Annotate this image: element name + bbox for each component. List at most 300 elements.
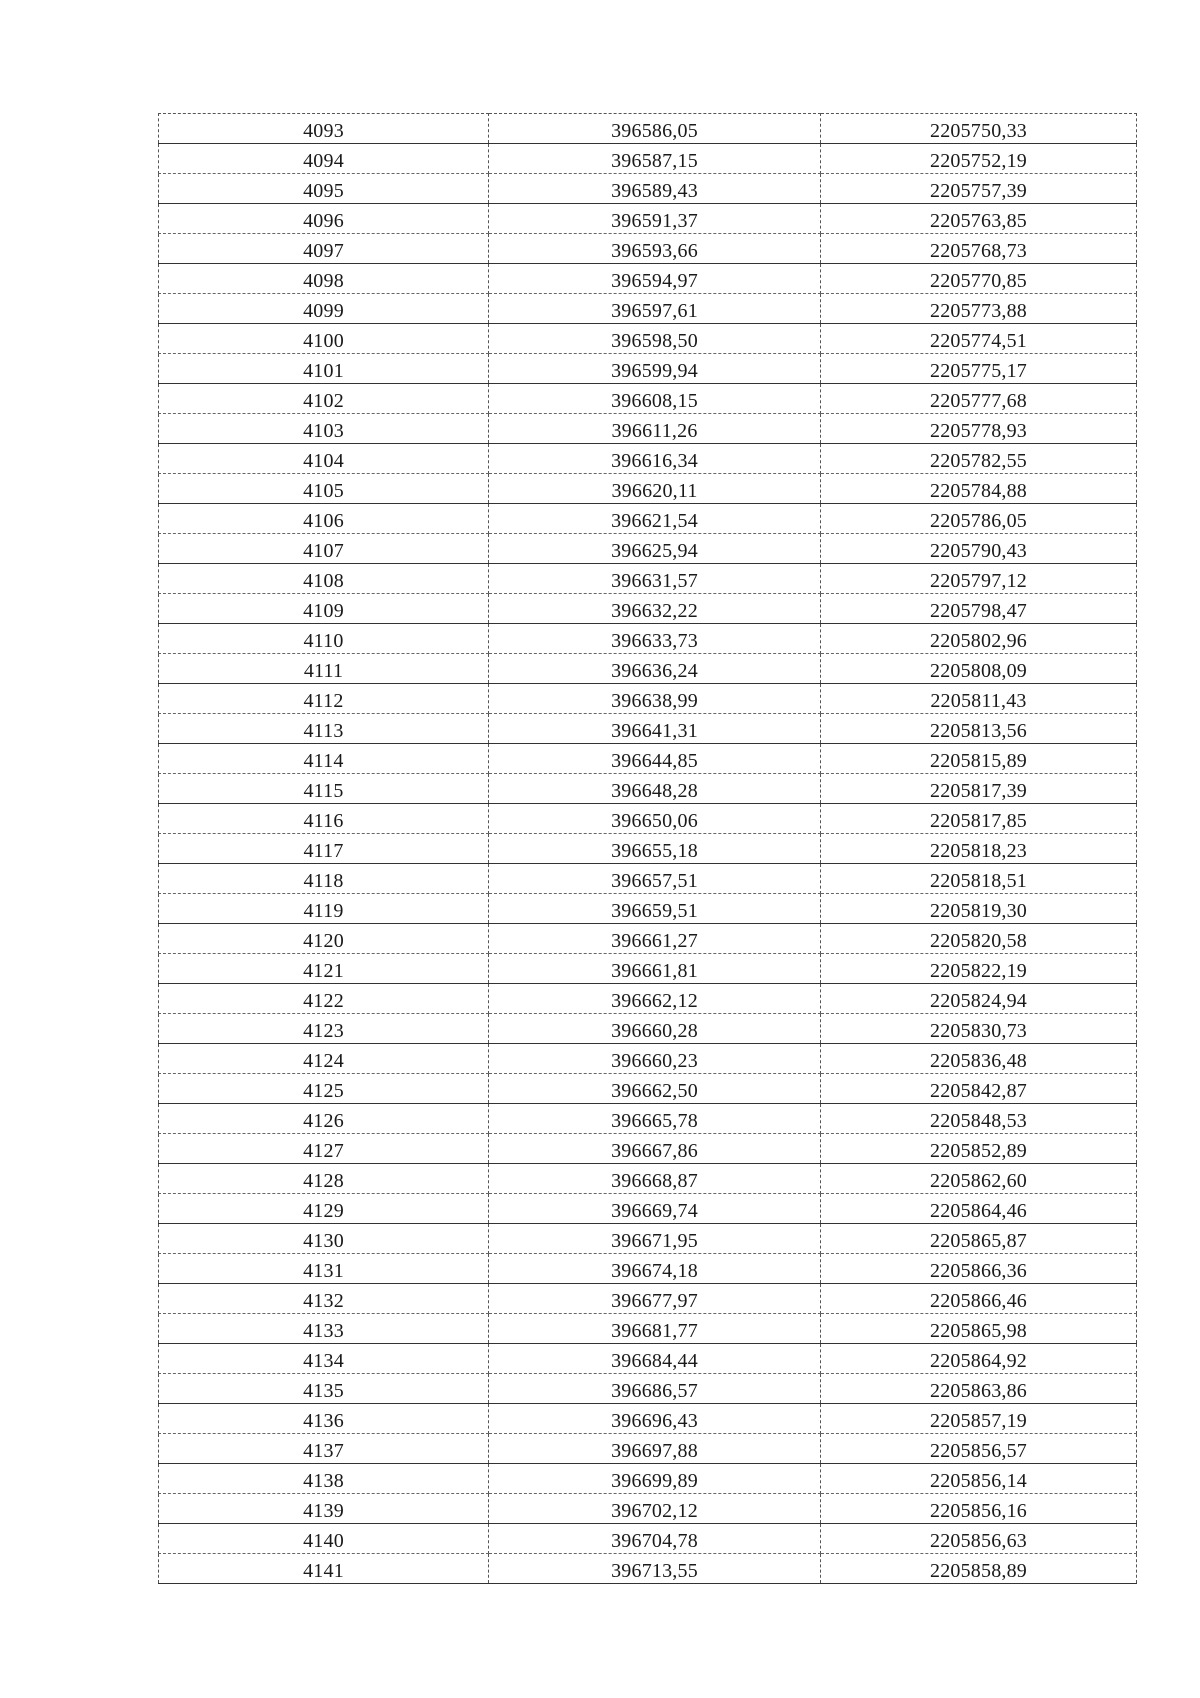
x-coordinate-cell: [489, 114, 821, 144]
cell-value: 4101: [303, 360, 344, 382]
point-number-cell: [159, 1464, 489, 1494]
table-row: [159, 1404, 1137, 1434]
cell-value: 2205848,53: [930, 1110, 1027, 1132]
cell-value: 2205866,46: [930, 1290, 1027, 1312]
cell-value: 2205784,88: [930, 480, 1027, 502]
x-coordinate-cell: [489, 234, 821, 264]
cell-value: 396667,86: [611, 1140, 698, 1162]
y-coordinate-cell: [821, 1134, 1137, 1164]
x-coordinate-cell: [489, 384, 821, 414]
table-row: [159, 564, 1137, 594]
cell-value: 2205856,63: [930, 1530, 1027, 1552]
cell-value: 4140: [303, 1530, 344, 1552]
cell-value: 396633,73: [611, 630, 698, 652]
cell-value: 396671,95: [611, 1230, 698, 1252]
table-row: [159, 1224, 1137, 1254]
cell-value: 2205775,17: [930, 360, 1027, 382]
point-number-cell: [159, 144, 489, 174]
x-coordinate-cell: [489, 1104, 821, 1134]
cell-value: 2205824,94: [930, 990, 1027, 1012]
cell-value: 4108: [303, 570, 344, 592]
cell-value: 396684,44: [611, 1350, 698, 1372]
y-coordinate-cell: [821, 954, 1137, 984]
x-coordinate-cell: [489, 1014, 821, 1044]
y-coordinate-cell: [821, 144, 1137, 174]
cell-value: 2205862,60: [930, 1170, 1027, 1192]
x-coordinate-cell: [489, 1524, 821, 1554]
cell-value: 2205866,36: [930, 1260, 1027, 1282]
table-row: [159, 1134, 1137, 1164]
cell-value: 4133: [303, 1320, 344, 1342]
cell-value: 396648,28: [611, 780, 698, 802]
table-row: [159, 804, 1137, 834]
cell-value: 2205858,89: [930, 1560, 1027, 1582]
cell-value: 396625,94: [611, 540, 698, 562]
table-row: [159, 744, 1137, 774]
cell-value: 4132: [303, 1290, 344, 1312]
y-coordinate-cell: [821, 204, 1137, 234]
y-coordinate-cell: [821, 714, 1137, 744]
cell-value: 4137: [303, 1440, 344, 1462]
x-coordinate-cell: [489, 624, 821, 654]
table-row: [159, 1284, 1137, 1314]
point-number-cell: [159, 444, 489, 474]
y-coordinate-cell: [821, 234, 1137, 264]
point-number-cell: [159, 264, 489, 294]
x-coordinate-cell: [489, 1344, 821, 1374]
x-coordinate-cell: [489, 1224, 821, 1254]
cell-value: 396702,12: [611, 1500, 698, 1522]
cell-value: 2205808,09: [930, 660, 1027, 682]
point-number-cell: [159, 804, 489, 834]
y-coordinate-cell: [821, 414, 1137, 444]
point-number-cell: [159, 1524, 489, 1554]
x-coordinate-cell: [489, 324, 821, 354]
cell-value: 4115: [303, 780, 344, 802]
cell-value: 2205820,58: [930, 930, 1027, 952]
cell-value: 4100: [303, 330, 344, 352]
x-coordinate-cell: [489, 774, 821, 804]
cell-value: 396587,15: [611, 150, 698, 172]
cell-value: 2205815,89: [930, 750, 1027, 772]
x-coordinate-cell: [489, 684, 821, 714]
cell-value: 4128: [303, 1170, 344, 1192]
x-coordinate-cell: [489, 1374, 821, 1404]
x-coordinate-cell: [489, 744, 821, 774]
cell-value: 2205802,96: [930, 630, 1027, 652]
cell-value: 2205778,93: [930, 420, 1027, 442]
table-row: [159, 834, 1137, 864]
table-row: [159, 1104, 1137, 1134]
y-coordinate-cell: [821, 1044, 1137, 1074]
cell-value: 2205864,46: [930, 1200, 1027, 1222]
cell-value: 396593,66: [611, 240, 698, 262]
cell-value: 396713,55: [611, 1560, 698, 1582]
cell-value: 4123: [303, 1020, 344, 1042]
point-number-cell: [159, 1254, 489, 1284]
cell-value: 396686,57: [611, 1380, 698, 1402]
point-number-cell: [159, 984, 489, 1014]
cell-value: 2205786,05: [930, 510, 1027, 532]
point-number-cell: [159, 354, 489, 384]
cell-value: 4107: [303, 540, 344, 562]
point-number-cell: [159, 774, 489, 804]
y-coordinate-cell: [821, 864, 1137, 894]
y-coordinate-cell: [821, 564, 1137, 594]
y-coordinate-cell: [821, 1164, 1137, 1194]
x-coordinate-cell: [489, 294, 821, 324]
cell-value: 396611,26: [611, 420, 698, 442]
cell-value: 396661,81: [611, 960, 698, 982]
cell-value: 4125: [303, 1080, 344, 1102]
cell-value: 4134: [303, 1350, 344, 1372]
y-coordinate-cell: [821, 1194, 1137, 1224]
x-coordinate-cell: [489, 924, 821, 954]
y-coordinate-cell: [821, 1074, 1137, 1104]
table-row: [159, 1554, 1137, 1584]
x-coordinate-cell: [489, 894, 821, 924]
table-row: [159, 624, 1137, 654]
point-number-cell: [159, 834, 489, 864]
x-coordinate-cell: [489, 1284, 821, 1314]
cell-value: 2205773,88: [930, 300, 1027, 322]
cell-value: 396638,99: [611, 690, 698, 712]
table-row: [159, 984, 1137, 1014]
point-number-cell: [159, 1314, 489, 1344]
y-coordinate-cell: [821, 1404, 1137, 1434]
y-coordinate-cell: [821, 1284, 1137, 1314]
y-coordinate-cell: [821, 264, 1137, 294]
point-number-cell: [159, 564, 489, 594]
cell-value: 2205819,30: [930, 900, 1027, 922]
x-coordinate-cell: [489, 534, 821, 564]
cell-value: 4104: [303, 450, 344, 472]
table-row: [159, 474, 1137, 504]
cell-value: 4121: [303, 960, 344, 982]
cell-value: 4122: [303, 990, 344, 1012]
cell-value: 396674,18: [611, 1260, 698, 1282]
cell-value: 2205818,51: [930, 870, 1027, 892]
point-number-cell: [159, 474, 489, 504]
point-number-cell: [159, 504, 489, 534]
y-coordinate-cell: [821, 174, 1137, 204]
table-row: [159, 1074, 1137, 1104]
x-coordinate-cell: [489, 1464, 821, 1494]
cell-value: 4103: [303, 420, 344, 442]
cell-value: 396696,43: [611, 1410, 698, 1432]
cell-value: 396669,74: [611, 1200, 698, 1222]
cell-value: 396631,57: [611, 570, 698, 592]
point-number-cell: [159, 1104, 489, 1134]
y-coordinate-cell: [821, 1554, 1137, 1584]
cell-value: 396699,89: [611, 1470, 698, 1492]
cell-value: 396621,54: [611, 510, 698, 532]
coordinates-table-body: [159, 114, 1137, 1584]
cell-value: 4106: [303, 510, 344, 532]
cell-value: 2205830,73: [930, 1020, 1027, 1042]
cell-value: 2205817,39: [930, 780, 1027, 802]
y-coordinate-cell: [821, 384, 1137, 414]
point-number-cell: [159, 864, 489, 894]
cell-value: 396597,61: [611, 300, 698, 322]
y-coordinate-cell: [821, 1224, 1137, 1254]
x-coordinate-cell: [489, 1134, 821, 1164]
table-row: [159, 1314, 1137, 1344]
table-row: [159, 504, 1137, 534]
point-number-cell: [159, 1374, 489, 1404]
cell-value: 2205856,16: [930, 1500, 1027, 1522]
table-row: [159, 384, 1137, 414]
y-coordinate-cell: [821, 444, 1137, 474]
cell-value: 2205865,98: [930, 1320, 1027, 1342]
cell-value: 4105: [303, 480, 344, 502]
table-row: [159, 594, 1137, 624]
cell-value: 2205777,68: [930, 390, 1027, 412]
cell-value: 396608,15: [611, 390, 698, 412]
table-row: [159, 1254, 1137, 1284]
cell-value: 4129: [303, 1200, 344, 1222]
table-row: [159, 1524, 1137, 1554]
table-row: [159, 354, 1137, 384]
cell-value: 4111: [303, 660, 344, 682]
x-coordinate-cell: [489, 204, 821, 234]
cell-value: 4116: [303, 810, 344, 832]
cell-value: 2205864,92: [930, 1350, 1027, 1372]
y-coordinate-cell: [821, 1014, 1137, 1044]
cell-value: 4102: [303, 390, 344, 412]
x-coordinate-cell: [489, 654, 821, 684]
cell-value: 4114: [303, 750, 344, 772]
point-number-cell: [159, 654, 489, 684]
point-number-cell: [159, 534, 489, 564]
cell-value: 396586,05: [611, 120, 698, 142]
cell-value: 4097: [303, 240, 344, 262]
point-number-cell: [159, 714, 489, 744]
cell-value: 396660,23: [611, 1050, 698, 1072]
table-row: [159, 894, 1137, 924]
table-row: [159, 204, 1137, 234]
table-row: [159, 1494, 1137, 1524]
y-coordinate-cell: [821, 1524, 1137, 1554]
cell-value: 396659,51: [611, 900, 698, 922]
table-row: [159, 234, 1137, 264]
cell-value: 396662,12: [611, 990, 698, 1012]
cell-value: 2205770,85: [930, 270, 1027, 292]
y-coordinate-cell: [821, 504, 1137, 534]
point-number-cell: [159, 954, 489, 984]
cell-value: 396650,06: [611, 810, 698, 832]
point-number-cell: [159, 234, 489, 264]
y-coordinate-cell: [821, 804, 1137, 834]
table-row: [159, 114, 1137, 144]
table-row: [159, 534, 1137, 564]
y-coordinate-cell: [821, 744, 1137, 774]
cell-value: 2205863,86: [930, 1380, 1027, 1402]
y-coordinate-cell: [821, 624, 1137, 654]
table-row: [159, 774, 1137, 804]
x-coordinate-cell: [489, 1194, 821, 1224]
y-coordinate-cell: [821, 984, 1137, 1014]
y-coordinate-cell: [821, 534, 1137, 564]
y-coordinate-cell: [821, 684, 1137, 714]
cell-value: 396644,85: [611, 750, 698, 772]
cell-value: 4113: [303, 720, 344, 742]
cell-value: 2205768,73: [930, 240, 1027, 262]
cell-value: 4096: [303, 210, 344, 232]
point-number-cell: [159, 294, 489, 324]
cell-value: 4093: [303, 120, 344, 142]
cell-value: 396697,88: [611, 1440, 698, 1462]
table-row: [159, 714, 1137, 744]
cell-value: 4131: [303, 1260, 344, 1282]
x-coordinate-cell: [489, 1074, 821, 1104]
table-row: [159, 1194, 1137, 1224]
cell-value: 2205774,51: [930, 330, 1027, 352]
cell-value: 2205856,57: [930, 1440, 1027, 1462]
point-number-cell: [159, 684, 489, 714]
point-number-cell: [159, 1194, 489, 1224]
table-row: [159, 1374, 1137, 1404]
y-coordinate-cell: [821, 294, 1137, 324]
cell-value: 2205763,85: [930, 210, 1027, 232]
point-number-cell: [159, 1014, 489, 1044]
table-row: [159, 864, 1137, 894]
point-number-cell: [159, 1404, 489, 1434]
y-coordinate-cell: [821, 114, 1137, 144]
cell-value: 2205750,33: [930, 120, 1027, 142]
x-coordinate-cell: [489, 474, 821, 504]
cell-value: 4120: [303, 930, 344, 952]
cell-value: 4117: [303, 840, 344, 862]
table-row: [159, 444, 1137, 474]
cell-value: 4118: [303, 870, 344, 892]
cell-value: 396620,11: [611, 480, 698, 502]
y-coordinate-cell: [821, 1464, 1137, 1494]
cell-value: 4141: [303, 1560, 344, 1582]
point-number-cell: [159, 204, 489, 234]
cell-value: 4135: [303, 1380, 344, 1402]
cell-value: 396636,24: [611, 660, 698, 682]
cell-value: 396662,50: [611, 1080, 698, 1102]
point-number-cell: [159, 1224, 489, 1254]
x-coordinate-cell: [489, 354, 821, 384]
cell-value: 4112: [303, 690, 344, 712]
table-row: [159, 1464, 1137, 1494]
cell-value: 4109: [303, 600, 344, 622]
y-coordinate-cell: [821, 1374, 1137, 1404]
point-number-cell: [159, 1044, 489, 1074]
cell-value: 396677,97: [611, 1290, 698, 1312]
cell-value: 2205798,47: [930, 600, 1027, 622]
x-coordinate-cell: [489, 714, 821, 744]
cell-value: 2205836,48: [930, 1050, 1027, 1072]
point-number-cell: [159, 114, 489, 144]
x-coordinate-cell: [489, 1044, 821, 1074]
cell-value: 396599,94: [611, 360, 698, 382]
cell-value: 2205842,87: [930, 1080, 1027, 1102]
point-number-cell: [159, 1494, 489, 1524]
y-coordinate-cell: [821, 474, 1137, 504]
y-coordinate-cell: [821, 924, 1137, 954]
point-number-cell: [159, 384, 489, 414]
y-coordinate-cell: [821, 324, 1137, 354]
x-coordinate-cell: [489, 834, 821, 864]
cell-value: 2205852,89: [930, 1140, 1027, 1162]
point-number-cell: [159, 894, 489, 924]
point-number-cell: [159, 744, 489, 774]
x-coordinate-cell: [489, 174, 821, 204]
cell-value: 396704,78: [611, 1530, 698, 1552]
coordinates-table: [158, 113, 1137, 1584]
x-coordinate-cell: [489, 1164, 821, 1194]
y-coordinate-cell: [821, 354, 1137, 384]
cell-value: 2205818,23: [930, 840, 1027, 862]
cell-value: 4139: [303, 1500, 344, 1522]
cell-value: 396594,97: [611, 270, 698, 292]
point-number-cell: [159, 1134, 489, 1164]
cell-value: 396655,18: [611, 840, 698, 862]
x-coordinate-cell: [489, 504, 821, 534]
point-number-cell: [159, 174, 489, 204]
point-number-cell: [159, 1164, 489, 1194]
cell-value: 4119: [303, 900, 344, 922]
y-coordinate-cell: [821, 834, 1137, 864]
cell-value: 4110: [303, 630, 344, 652]
cell-value: 4130: [303, 1230, 344, 1252]
cell-value: 4094: [303, 150, 344, 172]
table-row: [159, 924, 1137, 954]
x-coordinate-cell: [489, 1554, 821, 1584]
table-row: [159, 684, 1137, 714]
table-row: [159, 1164, 1137, 1194]
table-row: [159, 1044, 1137, 1074]
y-coordinate-cell: [821, 1434, 1137, 1464]
cell-value: 396632,22: [611, 600, 698, 622]
point-number-cell: [159, 1434, 489, 1464]
cell-value: 396661,27: [611, 930, 698, 952]
cell-value: 2205817,85: [930, 810, 1027, 832]
y-coordinate-cell: [821, 1254, 1137, 1284]
cell-value: 396641,31: [611, 720, 698, 742]
y-coordinate-cell: [821, 1104, 1137, 1134]
cell-value: 4127: [303, 1140, 344, 1162]
x-coordinate-cell: [489, 1314, 821, 1344]
point-number-cell: [159, 1074, 489, 1104]
x-coordinate-cell: [489, 954, 821, 984]
cell-value: 2205865,87: [930, 1230, 1027, 1252]
x-coordinate-cell: [489, 144, 821, 174]
x-coordinate-cell: [489, 264, 821, 294]
cell-value: 396616,34: [611, 450, 698, 472]
x-coordinate-cell: [489, 444, 821, 474]
point-number-cell: [159, 324, 489, 354]
cell-value: 2205811,43: [930, 690, 1027, 712]
point-number-cell: [159, 1554, 489, 1584]
y-coordinate-cell: [821, 594, 1137, 624]
cell-value: 4136: [303, 1410, 344, 1432]
x-coordinate-cell: [489, 1404, 821, 1434]
table-row: [159, 174, 1137, 204]
x-coordinate-cell: [489, 1434, 821, 1464]
cell-value: 2205757,39: [930, 180, 1027, 202]
x-coordinate-cell: [489, 564, 821, 594]
table-row: [159, 294, 1137, 324]
table-row: [159, 654, 1137, 684]
table-row: [159, 1344, 1137, 1374]
y-coordinate-cell: [821, 1314, 1137, 1344]
cell-value: 2205782,55: [930, 450, 1027, 472]
y-coordinate-cell: [821, 1494, 1137, 1524]
